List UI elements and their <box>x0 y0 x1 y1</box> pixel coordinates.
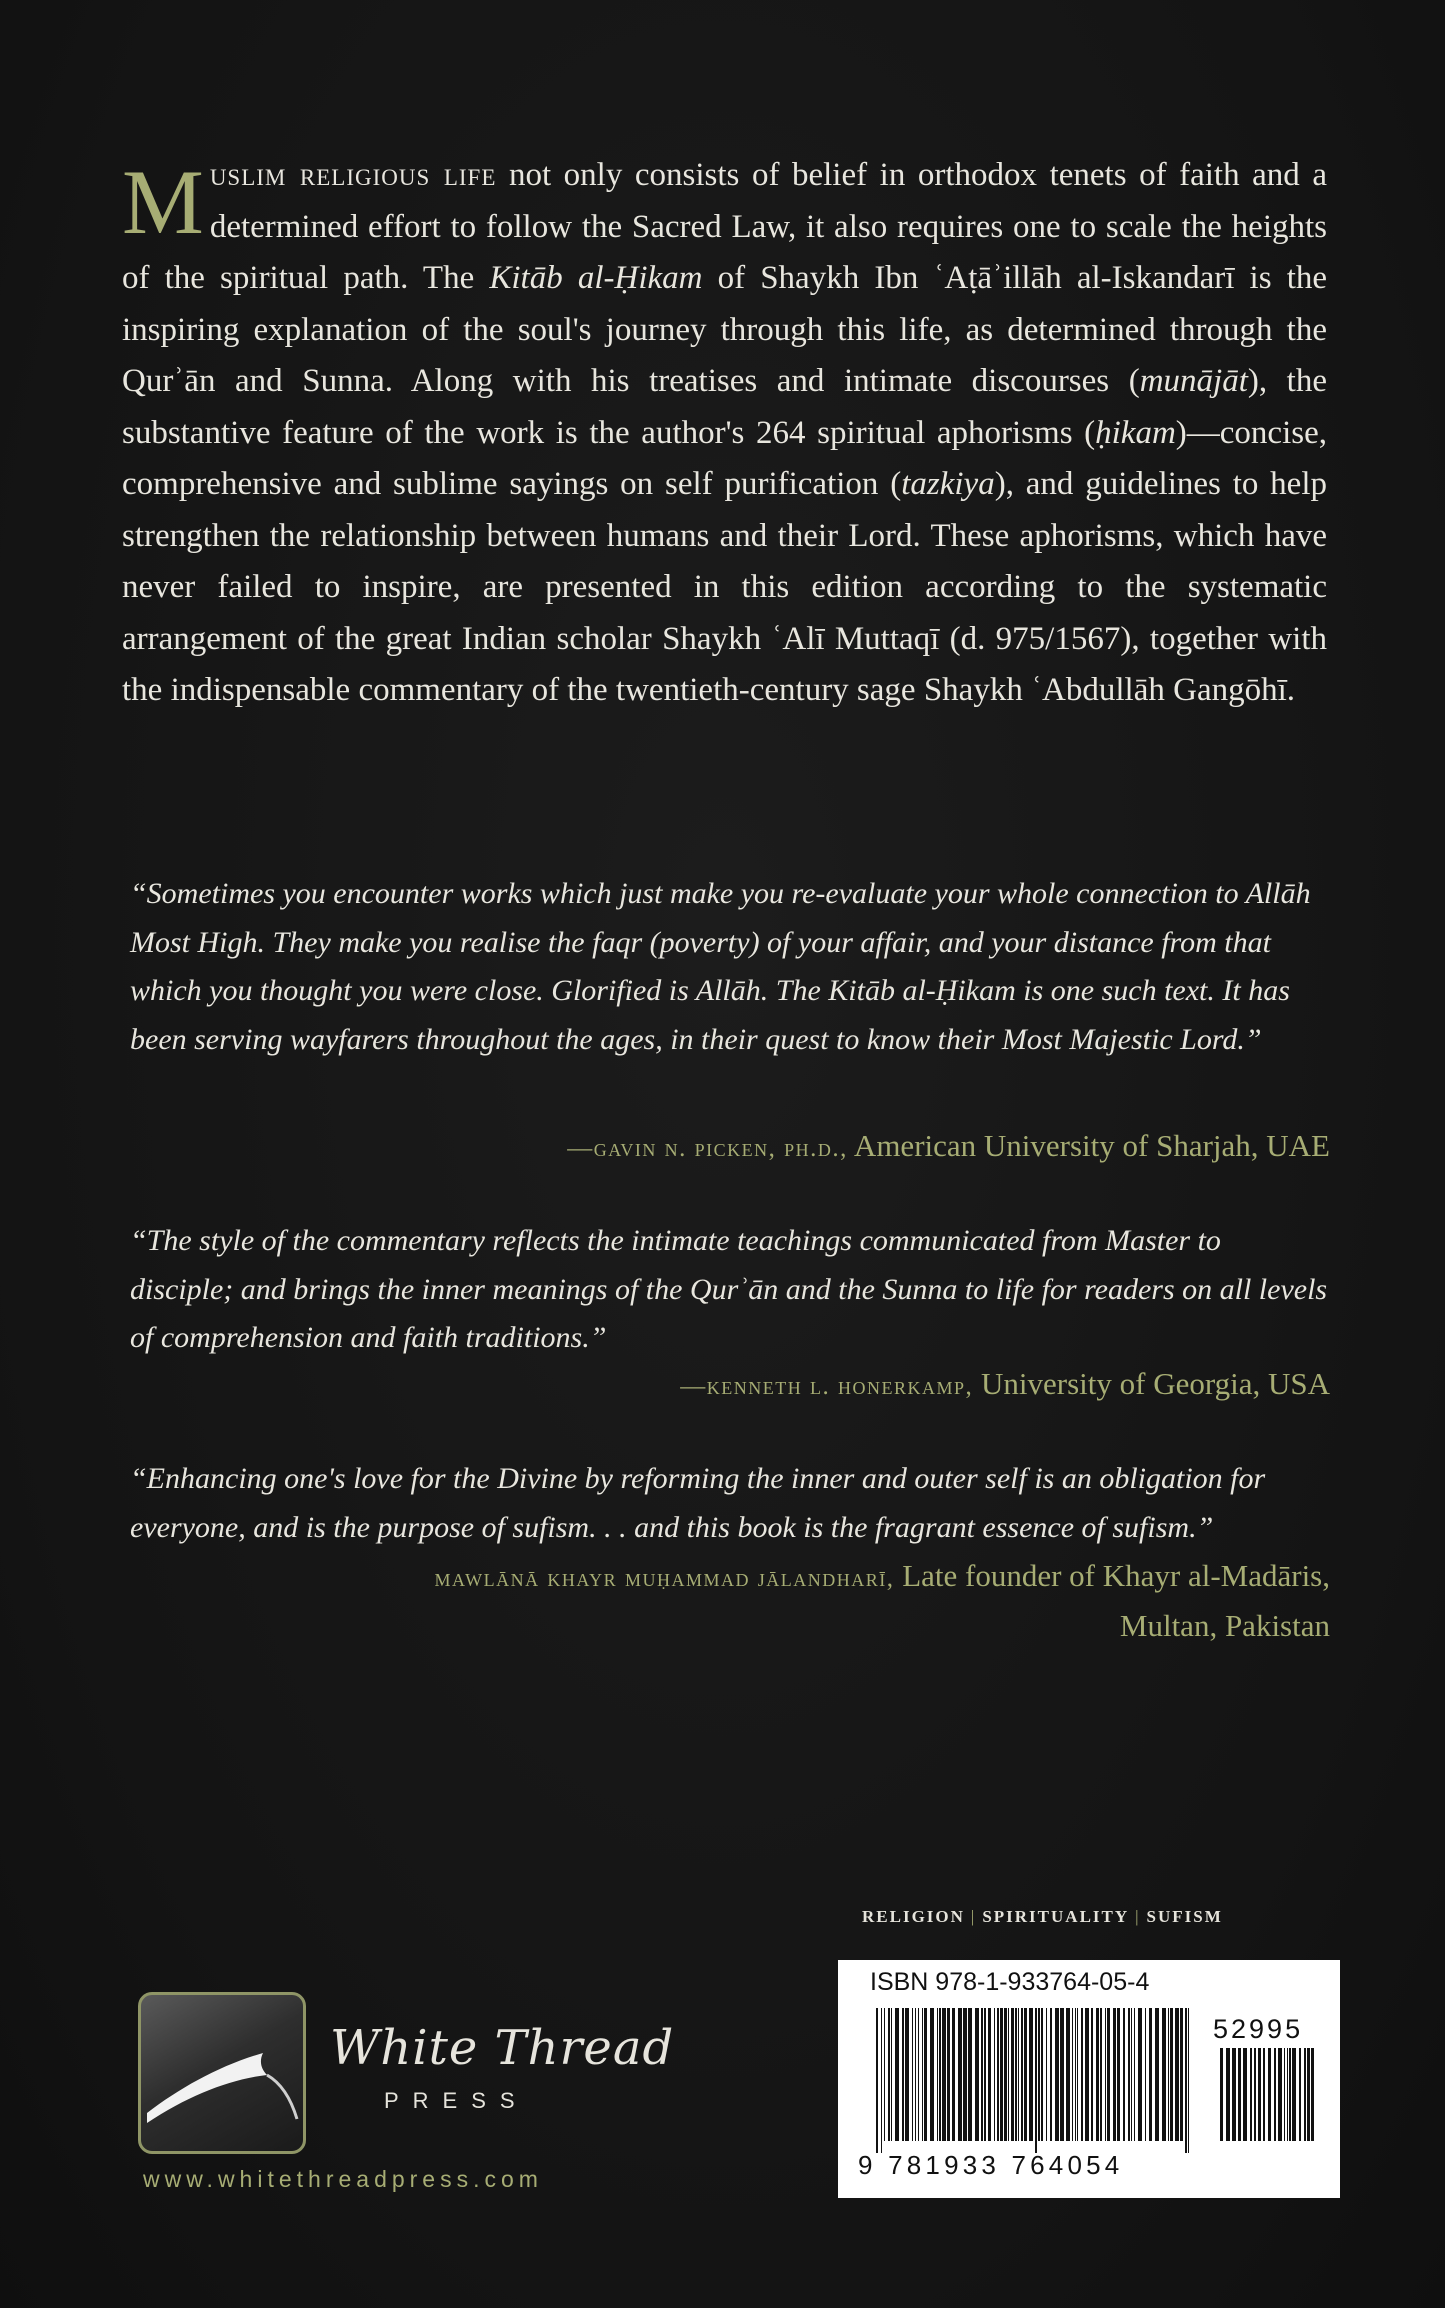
publisher-logo <box>138 1992 306 2154</box>
barcode-bar <box>1123 2008 1125 2141</box>
barcode-bar <box>915 2008 916 2141</box>
barcode-bar <box>968 2008 972 2141</box>
barcode-bar <box>937 2008 938 2141</box>
barcode-bar <box>1085 2008 1089 2141</box>
barcode-bar <box>1131 2008 1132 2141</box>
barcode-bar <box>881 2008 882 2153</box>
barcode-bar <box>1004 2008 1007 2141</box>
barcode-bar <box>984 2008 986 2141</box>
barcode-bar <box>1107 2008 1110 2141</box>
barcode-bar <box>1011 2008 1014 2141</box>
barcode-bar <box>1263 2048 1265 2141</box>
barcode-bar <box>924 2008 927 2141</box>
barcode-bar <box>1188 2008 1189 2153</box>
barcode-bar <box>1292 2048 1296 2141</box>
description-text-3: ), the substantive feature of the work is the author's 264 spiritual aphorisms ( <box>122 363 1327 451</box>
category-label: SUFISM <box>1146 1907 1223 1926</box>
barcode-bar <box>876 2008 878 2153</box>
endorsement-attribution <box>567 1122 1330 1172</box>
price-code: 52995 <box>1213 2014 1304 2044</box>
isbn-number: ISBN 978-1-933764-05-4 <box>870 1968 1150 1996</box>
barcode-bar <box>1250 2048 1252 2141</box>
description-text-2: of Shaykh Ibn ʿAṭāʾillāh al-Iskandarī is the inspiring explanation of the soul's journey through this life, as determined through the Qurʾān and Sunna. Along with his treatises and intimate discourses ( <box>122 260 1328 399</box>
barcode-bar <box>1029 2008 1033 2141</box>
barcode-bar <box>912 2008 913 2141</box>
endorsement-attribution <box>430 1552 1330 1649</box>
publisher-name: White Thread <box>330 2020 675 2076</box>
barcode-bar <box>888 2008 890 2141</box>
barcode-bar <box>988 2008 991 2141</box>
endorsement-quote: “Enhancing one's love for the Divine by reforming the inner and outer self is an obligation for everyone, and is the purpose of sufism. . . and this book is the fragrant essence of sufism.” <box>130 1462 1266 1544</box>
barcode-bar <box>1100 2008 1102 2141</box>
barcode-bar <box>1274 2048 1276 2141</box>
barcode-bar <box>1138 2008 1142 2141</box>
barcode-bar <box>1117 2008 1120 2141</box>
barcode-bar <box>1299 2048 1301 2141</box>
barcode-bar <box>1050 2008 1052 2141</box>
endorsement-attribution <box>680 1360 1330 1410</box>
barcode-bar <box>884 2008 885 2141</box>
endorser-affiliation: University of Georgia, USA <box>973 1366 1330 1401</box>
category-label: RELIGION <box>862 1907 965 1926</box>
barcode-bar <box>1185 2008 1187 2153</box>
barcode-bar <box>1180 2008 1183 2141</box>
description-text-4: )—concise, comprehensive and sublime sayings on self purification ( <box>122 414 1327 502</box>
barcode-bar <box>952 2008 955 2141</box>
price-barcode <box>1218 2048 1318 2153</box>
category-separator: | <box>1135 1907 1141 1926</box>
barcode-panel <box>838 1960 1340 2198</box>
barcode-bar <box>1304 2048 1306 2141</box>
barcode-bar <box>1008 2008 1009 2141</box>
barcode-bar <box>918 2008 919 2141</box>
barcode-bar <box>1041 2008 1043 2141</box>
barcode-bar <box>1289 2048 1291 2141</box>
barcode-bar <box>1238 2048 1241 2141</box>
term-munajat: munājāt <box>1139 363 1248 399</box>
endorser-affiliation: American University of Sharjah, UAE <box>847 1128 1330 1163</box>
barcode-bar <box>981 2008 983 2141</box>
barcode-bar <box>1162 2008 1166 2141</box>
barcode-bar <box>1149 2008 1152 2141</box>
barcode-bar <box>942 2008 946 2141</box>
barcode-bar <box>958 2008 962 2141</box>
barcode-bar <box>902 2008 904 2141</box>
barcode-bar <box>939 2008 941 2141</box>
thread-swoosh-icon <box>141 1995 303 2151</box>
endorser-name: —kenneth l. honerkamp, <box>680 1373 974 1400</box>
barcode-bar <box>1077 2008 1078 2141</box>
barcode-bar <box>1258 2048 1261 2141</box>
barcode-bar <box>1113 2008 1116 2141</box>
barcode-bar <box>1035 2008 1037 2153</box>
endorser-name: —gavin n. picken, ph.d., <box>567 1135 848 1162</box>
barcode-bar <box>1307 2048 1310 2141</box>
barcode-bar <box>1024 2008 1027 2141</box>
barcode-bar <box>1060 2008 1064 2141</box>
category-separator: | <box>970 1907 977 1926</box>
barcode-bar <box>1168 2008 1169 2141</box>
barcode-bar <box>1075 2008 1076 2141</box>
barcode-bar <box>1134 2008 1135 2141</box>
barcode-bar <box>1072 2008 1073 2141</box>
barcode-bar <box>930 2008 934 2141</box>
barcode-bar <box>895 2008 899 2141</box>
endorser-affiliation: Late founder of Khayr al-Madāris, Multan, Pakistan <box>894 1558 1330 1643</box>
barcode-bar <box>1015 2008 1017 2141</box>
barcode-bar <box>1268 2048 1271 2141</box>
book-title-italic: Kitāb al-Ḥikam <box>489 260 703 296</box>
barcode-bar <box>1226 2048 1230 2141</box>
barcode-bar <box>975 2008 979 2141</box>
barcode-bar <box>1254 2048 1256 2141</box>
term-tazkiya: tazkiya <box>901 466 995 502</box>
barcode-bar <box>994 2008 995 2141</box>
barcode-bar <box>1220 2048 1223 2141</box>
category-label: SPIRITUALITY <box>982 1907 1130 1926</box>
term-hikam: ḥikam <box>1095 414 1176 451</box>
ean-barcode <box>874 2008 1194 2153</box>
publisher-subtitle: PRESS <box>384 2088 529 2113</box>
barcode-bar <box>891 2008 892 2141</box>
barcode-bar <box>1128 2008 1130 2141</box>
barcode-bar <box>1311 2048 1314 2141</box>
barcode-bar <box>1232 2048 1236 2141</box>
barcode-bar <box>1155 2008 1159 2141</box>
book-description <box>122 150 1327 717</box>
barcode-bar <box>1096 2008 1099 2141</box>
barcode-bar <box>963 2008 967 2141</box>
drop-cap: M <box>122 151 204 253</box>
barcode-bar <box>1018 2008 1019 2141</box>
barcode-bar <box>1066 2008 1070 2141</box>
endorsement-quote: “Sometimes you encounter works which just make you re-evaluate your whole connection to Allāh Most High. They make you realise the faqr (poverty) of your affair, and your distance from that which you thought you were close. Glorified is Allāh. The Kitāb al-Ḥikam is one such text. It has been serving wayfarers throughout the ages, in their quest to know their Most Majestic Lord.” <box>130 877 1311 1056</box>
barcode-bar <box>1091 2008 1093 2141</box>
barcode-bar <box>997 2008 999 2141</box>
description-text-1: not only consists of belief in orthodox tenets of faith and a determined effort to follow the Sacred Law, it also requires one to scale the heights of the spiritual path. The <box>122 157 1327 296</box>
barcode-bar <box>1055 2008 1059 2141</box>
barcode-bar <box>922 2008 923 2141</box>
barcode-bar <box>1243 2048 1247 2141</box>
barcode-bar <box>1284 2048 1285 2141</box>
barcode-bar <box>1170 2008 1173 2141</box>
barcode-bar <box>905 2008 909 2141</box>
publisher-website[interactable]: www.whitethreadpress.com <box>143 2166 543 2192</box>
barcode-bar <box>1046 2008 1047 2141</box>
barcode-bar <box>1021 2008 1023 2141</box>
barcode-bar <box>1145 2008 1146 2141</box>
description-text-5: ), and guidelines to help strengthen the relationship between humans and their Lord. These aphorisms, which have never failed to inspire, are presented in this edition according to the systematic arrangement of the great Indian scholar Shaykh ʿAlī Muttaqī (d. 975/1567), together with the indispensable commentary of the twentieth-century sage Shaykh ʿAbdullāh Gangōhī. <box>122 466 1327 708</box>
barcode-bar <box>1000 2008 1003 2141</box>
barcode-bar <box>1105 2008 1106 2141</box>
barcode-bar <box>1287 2048 1288 2141</box>
endorser-name: mawlānā khayr muḥammad jālandharī, <box>434 1565 895 1592</box>
endorsement-quote: “The style of the commentary reflects the intimate teachings communicated from Master to disciple; and brings the inner meanings of the Qurʾān and the Sunna to life for readers on all levels of comprehension and faith traditions.” <box>130 1224 1328 1354</box>
description-lead: uslim religious life <box>209 157 497 193</box>
barcode-bar <box>1175 2008 1179 2141</box>
subject-categories <box>862 1907 1223 1927</box>
barcode-bar <box>947 2008 950 2141</box>
barcode-bar <box>1081 2008 1083 2141</box>
barcode-bar <box>1038 2008 1040 2141</box>
ean-digits: 9 781933 764054 <box>858 2150 1124 2180</box>
barcode-bar <box>1278 2048 1282 2141</box>
